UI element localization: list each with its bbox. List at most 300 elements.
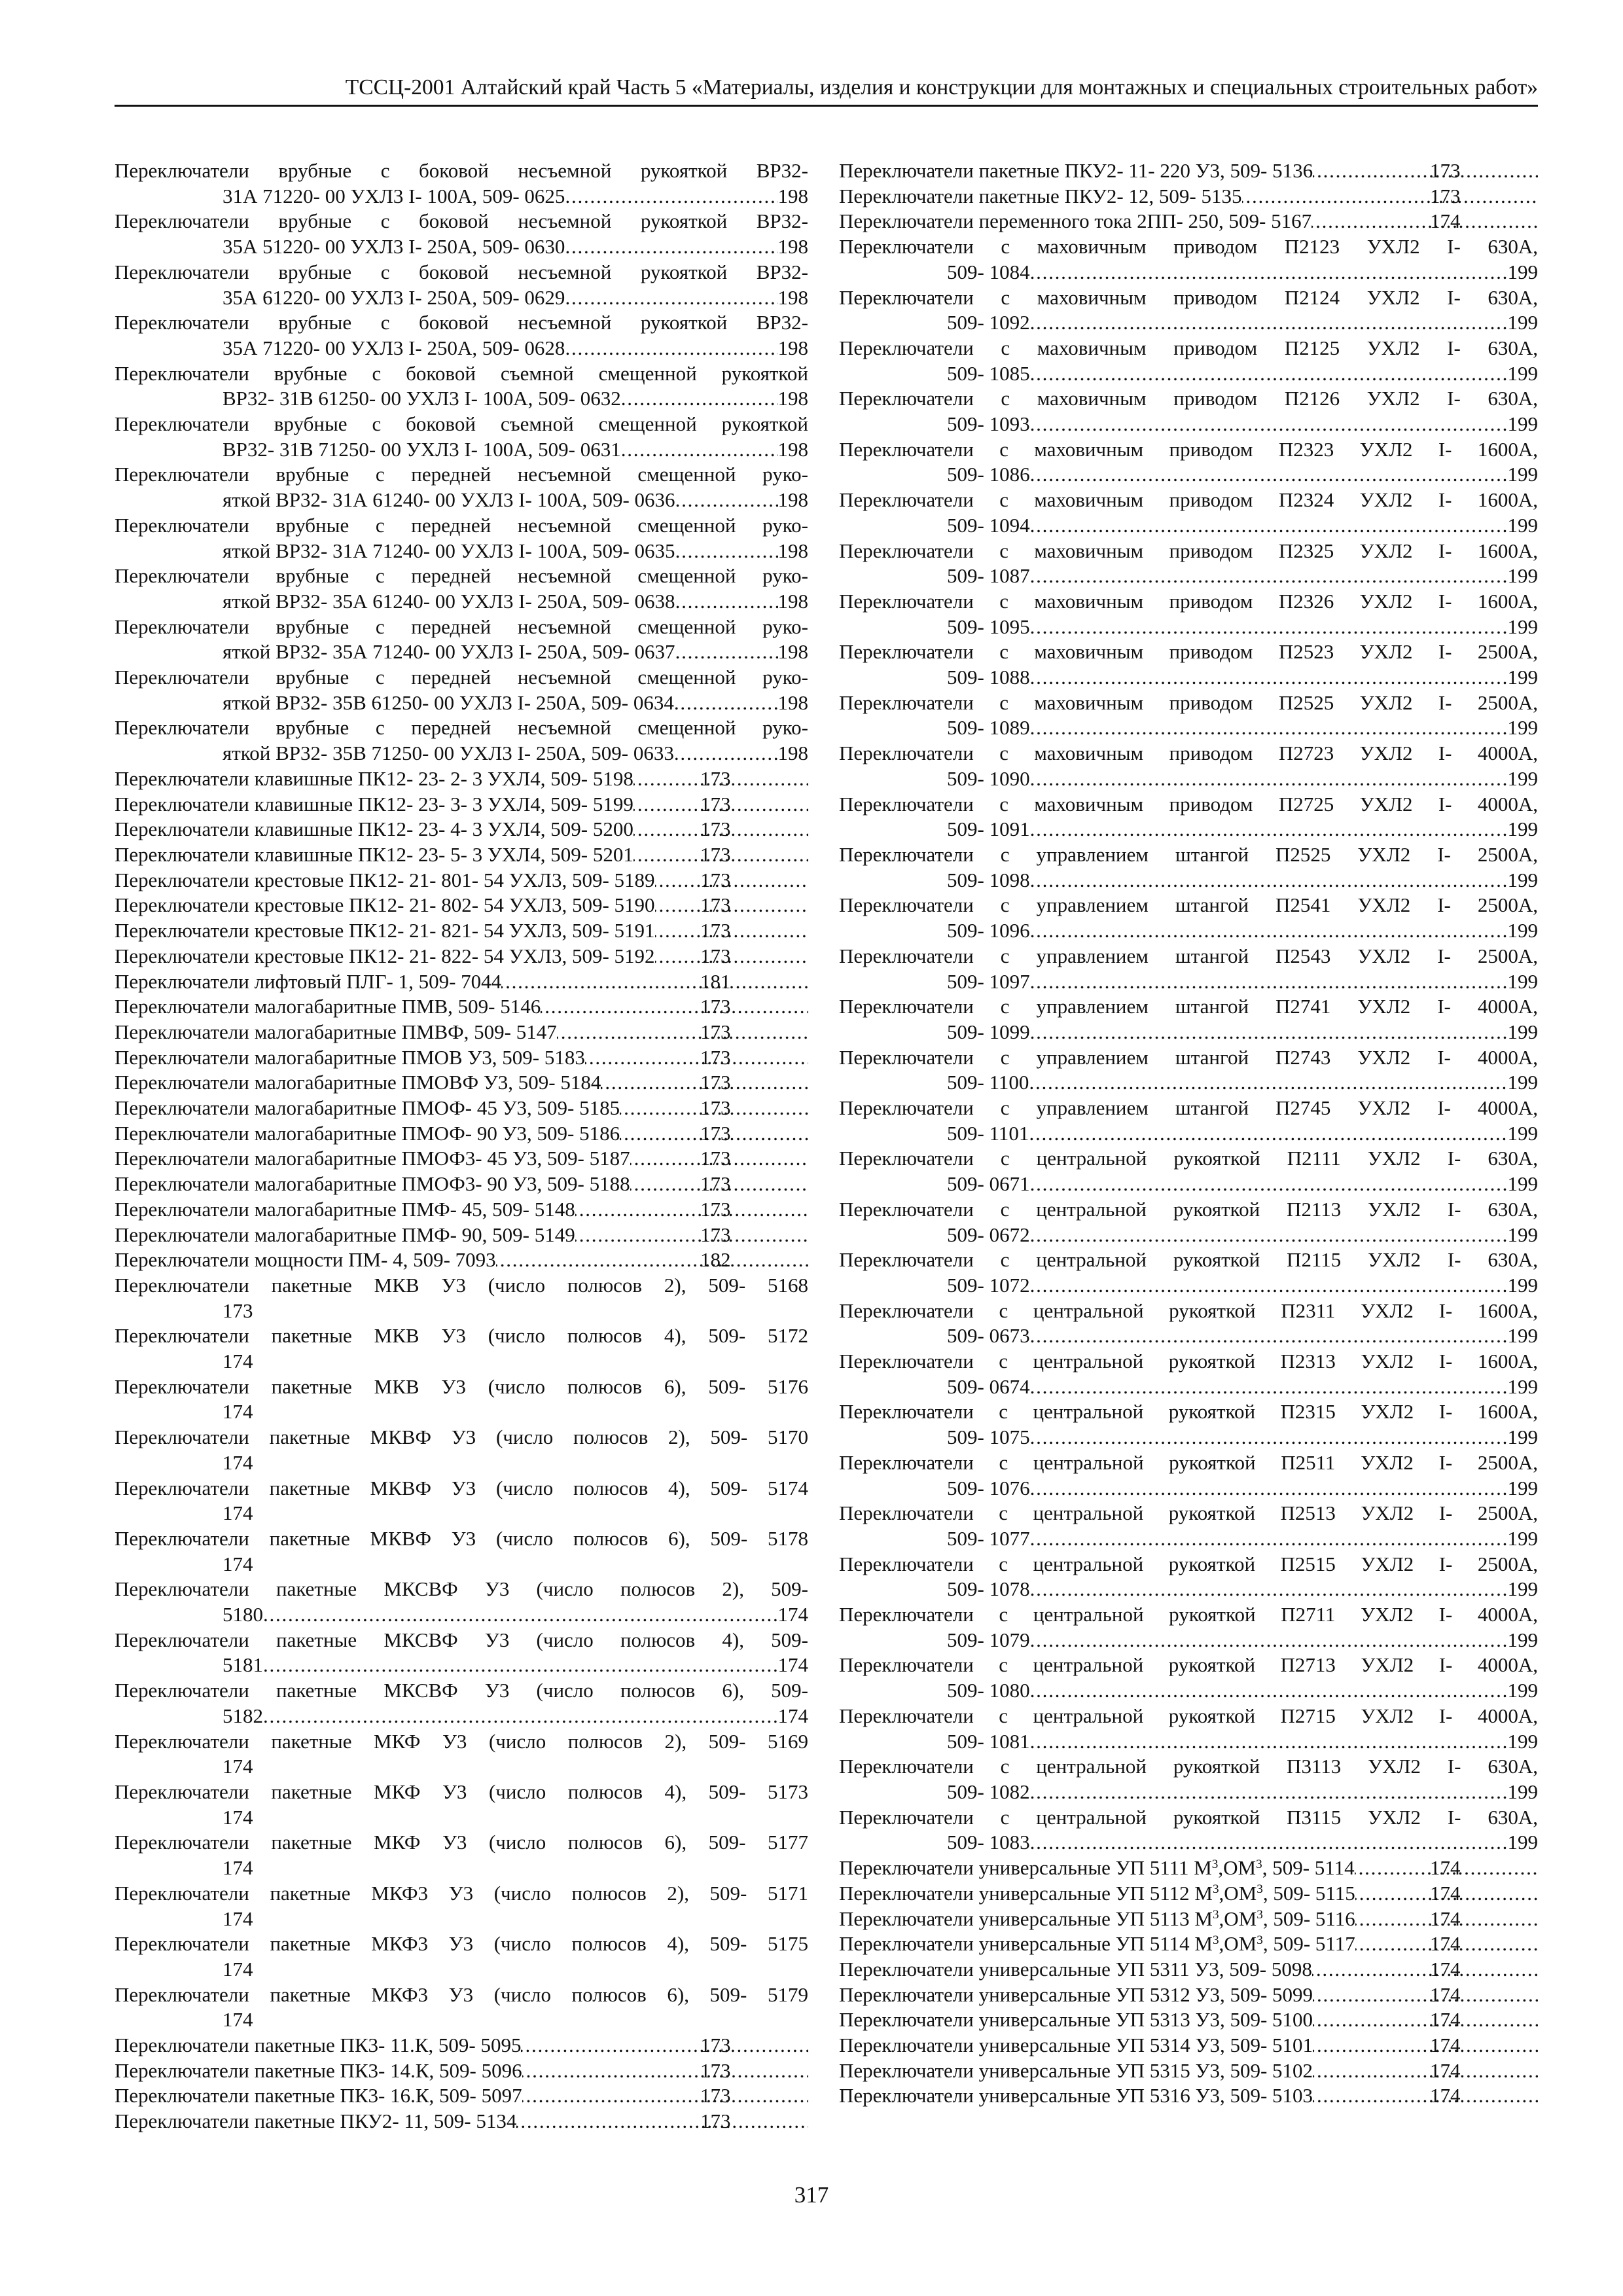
index-entry-page: 199 <box>1507 1628 1538 1651</box>
index-entry-text-continued: 5182 <box>223 1704 263 1727</box>
dot-leader <box>1030 665 1508 691</box>
index-entry-text: Переключатели пакетные МКФ3 У3 (число полюсов 4), 509- 5175 <box>115 1932 808 1956</box>
dot-leader <box>675 589 778 615</box>
dot-leader <box>1030 1374 1508 1400</box>
index-entry <box>839 285 1538 336</box>
dot-leader <box>1030 1729 1508 1755</box>
dot-leader <box>1030 817 1508 842</box>
dot-leader <box>263 1704 778 1729</box>
dot-leader <box>1313 158 1538 184</box>
index-entry-text: Переключатели с управлением штангой П2743 УХЛ2 I- 4000А, <box>839 1045 1538 1069</box>
index-entry-page: 174 <box>223 1957 253 1981</box>
index-entry-page: 198 <box>777 488 808 512</box>
dot-leader <box>675 488 778 513</box>
index-entry-text-continued: 509- 1101 <box>947 1121 1029 1145</box>
index-entry-text: Переключатели с управлением штангой П2541 УХЛ2 I- 2500А, <box>839 893 1538 917</box>
index-entry-page: 173 <box>223 1299 253 1322</box>
index-entry-text: Переключатели клавишные ПК12- 23- 5- 3 УХЛ4, 509- 5201 <box>115 842 633 866</box>
dot-leader <box>621 386 778 412</box>
index-entry <box>839 437 1538 488</box>
index-entry-text-continued: 509- 1088 <box>947 666 1030 689</box>
index-entry-text: Переключатели пакетные ПКУ2- 12, 509- 5135 <box>839 184 1242 207</box>
index-entry-text: Переключатели врубные с боковой несъемной рукояткой ВР32- <box>115 260 808 283</box>
index-entry-text: Переключатели врубные с передней несъемной смещенной руко- <box>115 615 808 638</box>
index-entry-page: 174 <box>777 1653 808 1677</box>
index-entry-text: Переключатели пакетные МКВФ У3 (число полюсов 6), 509- 5178 <box>115 1526 808 1550</box>
dot-leader <box>1313 2058 1538 2084</box>
index-entry-page: 199 <box>1507 969 1538 993</box>
index-entry: Переключатели универсальные УП 5315 У3, 509- 5102 . . . 174 <box>839 2058 1538 2084</box>
dot-leader <box>557 1020 808 1045</box>
index-entry-page: 199 <box>1507 1020 1538 1043</box>
dot-leader <box>1030 615 1508 640</box>
index-entry: Переключатели малогабаритные ПМОФ3- 45 У3, 509- 5187 . . . 173 <box>115 1146 808 1172</box>
index-entry-text: Переключатели с центральной рукояткой П2515 УХЛ2 I- 2500А, <box>839 1552 1538 1575</box>
index-entry-text: Переключатели малогабаритные ПМВФ, 509- 5147 <box>115 1020 557 1043</box>
index-entry: Переключатели универсальные УП 5114 $М^3,ОМ^3$, 509- 5117 . . . 174 <box>839 1931 1538 1957</box>
index-entry <box>115 665 808 715</box>
index-entry-text: Переключатели с центральной рукояткой П3115 УХЛ2 I- 630А, <box>839 1805 1538 1829</box>
index-entry-text-continued: 509- 1090 <box>947 766 1030 790</box>
dot-leader <box>521 2033 808 2058</box>
dot-leader <box>1030 1678 1508 1704</box>
dot-leader <box>522 2058 808 2084</box>
index-entry-text-continued: 509- 1087 <box>947 564 1030 588</box>
index-entry <box>115 1374 808 1425</box>
index-entry <box>115 715 808 766</box>
index-entry-text-continued: 509- 1078 <box>947 1577 1030 1601</box>
index-entry: Переключатели универсальные УП 5113 $М^3,ОМ^3$, 509- 5116 . . . 174 <box>839 1907 1538 1932</box>
index-entry: Переключатели клавишные ПК12- 23- 4- 3 УХЛ4, 509- 5200 . . . 173 <box>115 817 808 842</box>
index-entry-page: 199 <box>1507 1577 1538 1601</box>
index-entry-page: 199 <box>1507 1374 1538 1398</box>
dot-leader <box>655 944 808 969</box>
index-entry-text-continued: 509- 1094 <box>947 513 1030 537</box>
index-entry <box>115 513 808 564</box>
index-entry-text: Переключатели с центральной рукояткой П2311 УХЛ2 I- 1600А, <box>839 1299 1538 1322</box>
index-entry-text-continued: 509- 1091 <box>947 817 1030 841</box>
index-entry-page: 198 <box>777 235 808 259</box>
index-entry-text: Переключатели с маховичным приводом П2723 УХЛ2 I- 4000А, <box>839 742 1538 765</box>
index-entry-page: 199 <box>1507 716 1538 740</box>
dot-leader <box>655 918 808 944</box>
index-entry-text: Переключатели малогабаритные ПМОВФ У3, 509- 5184 <box>115 1071 601 1094</box>
dot-leader <box>575 1223 808 1248</box>
dot-leader <box>1030 1526 1508 1552</box>
index-entry-text: Переключатели с маховичным приводом П2525 УХЛ2 I- 2500А, <box>839 691 1538 714</box>
index-entry-text: Переключатели пакетные МКСВФ У3 (число полюсов 4), 509- <box>115 1628 808 1651</box>
index-entry-page: 199 <box>1507 615 1538 638</box>
dot-leader <box>1030 1476 1508 1501</box>
index-entry <box>839 1704 1538 1754</box>
index-entry <box>839 1299 1538 1349</box>
index-entry <box>115 1729 808 1780</box>
index-entry-text-continued: 31А 71220- 00 УХЛ3 I- 100А, 509- 0625 <box>223 184 565 207</box>
index-entry-text: Переключатели с управлением штангой П2543 УХЛ2 I- 2500А, <box>839 944 1538 967</box>
index-entry: Переключатели малогабаритные ПМОВ У3, 509- 5183 . . . 173 <box>115 1045 808 1071</box>
dot-leader <box>1030 1223 1508 1248</box>
index-entry-page: 174 <box>223 1400 253 1424</box>
index-entry-text: Переключатели малогабаритные ПМВ, 509- 5146 <box>115 995 541 1018</box>
index-entry: Переключатели универсальные УП 5313 У3, 509- 5100 . . . 174 <box>839 2007 1538 2033</box>
index-entry <box>839 691 1538 741</box>
index-entry: Переключатели клавишные ПК12- 23- 2- 3 УХЛ4, 509- 5198 . . . 173 <box>115 766 808 792</box>
dot-leader <box>1030 766 1508 792</box>
index-entry-text: Переключатели малогабаритные ПМФ- 45, 509- 5148 <box>115 1197 575 1221</box>
index-entry: Переключатели универсальные УП 5314 У3, 509- 5101 . . . 174 <box>839 2033 1538 2058</box>
dot-leader <box>1030 715 1508 741</box>
index-entry <box>839 234 1538 285</box>
index-entry-text-continued: 509- 0672 <box>947 1223 1030 1246</box>
index-entry: Переключатели переменного тока 2ПП- 250, 509- 5167 . . . 174 <box>839 209 1538 234</box>
dot-leader <box>655 893 808 918</box>
index-entry-page: 199 <box>1507 1121 1538 1145</box>
index-entry-page: 199 <box>1507 766 1538 790</box>
index-entry-page: 199 <box>1507 1273 1538 1297</box>
dot-leader <box>522 2083 808 2109</box>
index-entry-page: 174 <box>777 1704 808 1727</box>
dot-leader <box>496 1247 808 1273</box>
index-entry-page: 199 <box>1507 260 1538 283</box>
index-entry-text: Переключатели пакетные МКФ3 У3 (число полюсов 6), 509- 5179 <box>115 1982 808 2006</box>
dot-leader <box>1030 1172 1508 1197</box>
index-entry <box>115 1881 808 1931</box>
index-entry <box>839 1045 1538 1096</box>
index-entry <box>115 1577 808 1627</box>
index-entry-text-continued: 509- 1099 <box>947 1020 1030 1043</box>
index-entry-page: 198 <box>777 437 808 461</box>
index-entry-page: 174 <box>223 1552 253 1575</box>
index-entry-text: Переключатели пакетные МКВ У3 (число полюсов 4), 509- 5172 <box>115 1324 808 1348</box>
index-entry: Переключатели универсальные УП 5111 $М^3,ОМ^3$, 509- 5114 . . . 174 <box>839 1856 1538 1881</box>
index-entry: Переключатели пакетные ПКУ2- 11, 509- 5134 . . . 173 <box>115 2109 808 2134</box>
dot-leader <box>1030 412 1508 437</box>
index-entry-text: Переключатели с маховичным приводом П2126 УХЛ2 I- 630А, <box>839 387 1538 410</box>
dot-leader <box>565 285 777 311</box>
index-entry-text-continued: яткой ВР32- 31А 71240- 00 УХЛ3 I- 100А, 509- 0635 <box>223 539 675 562</box>
index-entry: Переключатели малогабаритные ПМОФ- 45 У3, 509- 5185 . . . 173 <box>115 1096 808 1121</box>
index-entry-text-continued: 509- 1093 <box>947 412 1030 436</box>
index-entry <box>115 310 808 361</box>
dot-leader <box>1313 2007 1538 2033</box>
index-entry-text: Переключатели крестовые ПК12- 21- 801- 54 УХЛ3, 509- 5189 <box>115 868 655 891</box>
dot-leader <box>1313 2033 1538 2058</box>
index-entry-text: Переключатели пакетные МКФ У3 (число полюсов 6), 509- 5177 <box>115 1831 808 1854</box>
index-entry-text: Переключатели врубные с передней несъемной смещенной руко- <box>115 463 808 486</box>
index-entry <box>839 1805 1538 1856</box>
index-entry-text: Переключатели универсальные УП 5316 У3, 509- 5103 <box>839 2084 1313 2108</box>
index-entry-text: Переключатели с маховичным приводом П2324 УХЛ2 I- 1600А, <box>839 488 1538 512</box>
index-entry-page: 198 <box>777 539 808 562</box>
index-entry-text: Переключатели пакетные МКВФ У3 (число полюсов 2), 509- 5170 <box>115 1426 808 1449</box>
index-entry-text: Переключатели с центральной рукояткой П2111 УХЛ2 I- 630А, <box>839 1147 1538 1170</box>
index-entry-text: Переключатели врубные с боковой съемной смещенной рукояткой <box>115 412 808 436</box>
index-entry-page: 199 <box>1507 311 1538 334</box>
index-entry-text-continued: 509- 1092 <box>947 311 1030 334</box>
index-entry-text-continued: 509- 1083 <box>947 1831 1030 1854</box>
index-entry <box>115 1982 808 2033</box>
dot-leader <box>575 1197 808 1223</box>
index-entry-text: Переключатели пакетные ПК3- 16.К, 509- 5097 <box>115 2084 522 2108</box>
index-entry <box>115 1628 808 1678</box>
dot-leader <box>621 437 778 463</box>
index-entry <box>115 158 808 209</box>
dot-leader <box>675 639 778 665</box>
index-entry-page: 174 <box>777 1603 808 1626</box>
index-entry-text: Переключатели пакетные ПКУ2- 11- 220 У3, 509- 5136 <box>839 159 1313 182</box>
dot-leader <box>1030 1273 1508 1299</box>
index-entry-page: 174 <box>223 1805 253 1829</box>
index-entry-text: Переключатели пакетные МКСВФ У3 (число полюсов 2), 509- <box>115 1577 808 1601</box>
index-entry-text: Переключатели с центральной рукояткой П3113 УХЛ2 I- 630А, <box>839 1755 1538 1778</box>
index-entry <box>115 1931 808 1982</box>
index-entry-text: Переключатели с маховичным приводом П2323 УХЛ2 I- 1600А, <box>839 437 1538 461</box>
dot-leader <box>1030 260 1508 285</box>
index-entry <box>839 1754 1538 1804</box>
index-entry-text: Переключатели пакетные ПК3- 11.К, 509- 5095 <box>115 2034 522 2057</box>
dot-leader <box>655 868 808 893</box>
index-entry-text-continued: ВР32- 31В 71250- 00 УХЛ3 I- 100А, 509- 0631 <box>223 437 621 461</box>
index-entry <box>839 1146 1538 1196</box>
dot-leader <box>674 741 778 766</box>
index-entry-text: Переключатели универсальные УП 5312 У3, 509- 5099 <box>839 1982 1313 2006</box>
index-entry-page: 174 <box>223 1501 253 1525</box>
index-entry-text-continued: 509- 1077 <box>947 1526 1030 1550</box>
dot-leader <box>1029 1070 1507 1096</box>
index-entry: Переключатели пакетные ПКУ2- 12, 509- 5135 . . . 173 <box>839 184 1538 209</box>
index-entry <box>839 639 1538 690</box>
index-entry <box>115 1425 808 1475</box>
index-entry-text: Переключатели врубные с боковой несъемной рукояткой ВР32- <box>115 311 808 334</box>
index-entry-text: Переключатели универсальные УП 5313 У3, 509- 5100 <box>839 2008 1313 2032</box>
index-entry: Переключатели пакетные ПКУ2- 11- 220 У3, 509- 5136 . . . 173 <box>839 158 1538 184</box>
index-entry-text: Переключатели лифтовый ПЛГ- 1, 509- 7044 <box>115 969 502 993</box>
index-entry-text: Переключатели с управлением штангой П2745 УХЛ2 I- 4000А, <box>839 1096 1538 1120</box>
index-entry-text: Переключатели с маховичным приводом П2125 УХЛ2 I- 630А, <box>839 336 1538 359</box>
dot-leader <box>1030 513 1508 539</box>
index-entry-text: Переключатели врубные с передней несъемной смещенной руко- <box>115 513 808 537</box>
index-entry-text: Переключатели крестовые ПК12- 21- 821- 54 УХЛ3, 509- 5191 <box>115 919 655 942</box>
index-entry-text: Переключатели малогабаритные ПМОФ3- 45 У3, 509- 5187 <box>115 1147 630 1170</box>
index-entry-text: Переключатели малогабаритные ПМФ- 90, 509- 5149 <box>115 1223 575 1246</box>
index-entry-text: Переключатели с центральной рукояткой П2511 УХЛ2 I- 2500А, <box>839 1450 1538 1474</box>
index-entry-text-continued: 509- 1096 <box>947 919 1030 942</box>
index-entry-page: 199 <box>1507 564 1538 588</box>
index-entry <box>839 386 1538 437</box>
index-entry-text: Переключатели с управлением штангой П2525 УХЛ2 I- 2500А, <box>839 842 1538 866</box>
index-entry-text: Переключатели пакетные ПК3- 14.К, 509- 5096 <box>115 2058 522 2082</box>
index-entry-page: 199 <box>1507 817 1538 841</box>
index-entry-text: Переключатели пакетные МКФ3 У3 (число полюсов 2), 509- 5171 <box>115 1881 808 1905</box>
index-entry-text-continued: 509- 0674 <box>947 1374 1030 1398</box>
index-entry <box>115 462 808 512</box>
index-entry <box>839 1349 1538 1399</box>
index-entry-text-continued: яткой ВР32- 35А 71240- 00 УХЛ3 I- 250А, 509- 0637 <box>223 640 675 664</box>
index-entry <box>839 893 1538 943</box>
index-entry-page: 198 <box>777 640 808 664</box>
index-entry-page: 198 <box>777 691 808 714</box>
dot-leader <box>1030 969 1508 995</box>
index-entry-text: Переключатели мощности ПМ- 4, 509- 7093 <box>115 1248 496 1272</box>
index-entry-text: Переключатели врубные с передней несъемной смещенной руко- <box>115 716 808 740</box>
index-entry <box>115 1678 808 1729</box>
index-entry-text-continued: яткой ВР32- 31А 61240- 00 УХЛ3 I- 100А, 509- 0636 <box>223 488 675 512</box>
index-column-left <box>115 158 808 2134</box>
dot-leader <box>1313 2083 1538 2109</box>
index-entry-page: 199 <box>1507 361 1538 385</box>
dot-leader <box>1030 1830 1508 1856</box>
dot-leader <box>1030 868 1508 893</box>
index-entry <box>839 336 1538 386</box>
index-entry: Переключатели универсальные УП 5112 $М^3,ОМ^3$, 509- 5115 . . . 174 <box>839 1881 1538 1907</box>
index-entry-text-continued: 509- 0673 <box>947 1324 1030 1348</box>
index-entry <box>839 994 1538 1045</box>
index-entry <box>839 1552 1538 1602</box>
index-entry-text-continued: 509- 1097 <box>947 969 1030 993</box>
index-entry-text: Переключатели врубные с боковой несъемной рукояткой ВР32- <box>115 209 808 233</box>
dot-leader <box>1029 1121 1507 1147</box>
index-entry-page: 198 <box>777 589 808 613</box>
index-entry: Переключатели малогабаритные ПМОФ3- 90 У3, 509- 5188 . . . 173 <box>115 1172 808 1197</box>
index-entry-text: Переключатели с маховичным приводом П2326 УХЛ2 I- 1600А, <box>839 589 1538 613</box>
index-entry-text: Переключатели с центральной рукояткой П2715 УХЛ2 I- 4000А, <box>839 1704 1538 1727</box>
index-entry-text: Переключатели универсальные УП 5314 У3, 509- 5101 <box>839 2034 1313 2057</box>
index-entry: Переключатели пакетные ПК3- 16.К, 509- 5097 . . . 173 <box>115 2083 808 2109</box>
index-entry-page: 199 <box>1507 1526 1538 1550</box>
dot-leader <box>565 184 777 209</box>
dot-leader <box>1030 1425 1508 1450</box>
index-entry-page: 199 <box>1507 1426 1538 1449</box>
index-entry <box>839 1247 1538 1298</box>
index-entry <box>839 589 1538 639</box>
index-entry <box>839 1450 1538 1501</box>
index-entry-text: Переключатели врубные с передней несъемной смещенной руко- <box>115 564 808 588</box>
index-entry-text-continued: яткой ВР32- 35А 61240- 00 УХЛ3 I- 250А, 509- 0638 <box>223 589 675 613</box>
index-entry-text: Переключатели с маховичным приводом П2123 УХЛ2 I- 630А, <box>839 235 1538 259</box>
index-entry <box>115 1830 808 1880</box>
index-entry-text: Переключатели крестовые ПК12- 21- 822- 54 УХЛ3, 509- 5192 <box>115 944 655 967</box>
dot-leader <box>1030 310 1508 336</box>
index-entry-text: Переключатели с центральной рукояткой П2113 УХЛ2 I- 630А, <box>839 1197 1538 1221</box>
index-entry-text: Переключатели врубные с боковой несъемной рукояткой ВР32- <box>115 159 808 182</box>
index-entry-page: 199 <box>1507 1071 1538 1094</box>
index-entry-text: Переключатели врубные с передней несъемной смещенной руко- <box>115 666 808 689</box>
index-entry-text: Переключатели пакетные МКВФ У3 (число полюсов 4), 509- 5174 <box>115 1476 808 1499</box>
index-entry: Переключатели универсальные УП 5312 У3, 509- 5099 . . . 174 <box>839 1982 1538 2008</box>
index-entry-page: 198 <box>777 336 808 359</box>
index-entry <box>115 1273 808 1323</box>
index-entry-text-continued: 509- 1075 <box>947 1426 1030 1449</box>
index-entry-text-continued: 509- 1076 <box>947 1476 1030 1499</box>
index-entry-text-continued: ВР32- 31В 61250- 00 УХЛ3 I- 100А, 509- 0632 <box>223 387 621 410</box>
index-entry-page: 174 <box>223 2008 253 2032</box>
index-entry: Переключатели крестовые ПК12- 21- 822- 54 УХЛ3, 509- 5192 . . . 173 <box>115 944 808 969</box>
index-entry-text: Переключатели с центральной рукояткой П2711 УХЛ2 I- 4000А, <box>839 1603 1538 1626</box>
index-entry <box>839 1096 1538 1146</box>
index-entry-text: Переключатели малогабаритные ПМОФ3- 90 У3, 509- 5188 <box>115 1172 630 1196</box>
index-entry-text-continued: 5180 <box>223 1603 263 1626</box>
index-entry-page: 199 <box>1507 919 1538 942</box>
index-entry-text-continued: 509- 1080 <box>947 1679 1030 1702</box>
index-entry-text-continued: яткой ВР32- 35В 71250- 00 УХЛ3 I- 250А, 509- 0633 <box>223 742 674 765</box>
dot-leader <box>565 336 777 361</box>
index-entry: Переключатели клавишные ПК12- 23- 5- 3 УХЛ4, 509- 5201 . . . 173 <box>115 842 808 868</box>
index-entry-text: Переключатели универсальные УП 5315 У3, 509- 5102 <box>839 2058 1313 2082</box>
dot-leader <box>1030 564 1508 589</box>
index-entry-text: Переключатели врубные с боковой съемной смещенной рукояткой <box>115 361 808 385</box>
header-divider <box>115 105 1538 107</box>
index-entry-page: 174 <box>223 1907 253 1930</box>
index-entry-text: Переключатели пакетные МКВ У3 (число полюсов 6), 509- 5176 <box>115 1374 808 1398</box>
index-entry <box>839 842 1538 893</box>
index-entry-text: Переключатели универсальные УП 5311 У3, 509- 5098 <box>839 1957 1312 1981</box>
index-entry-text: Переключатели пакетные МКВ У3 (число полюсов 2), 509- 5168 <box>115 1273 808 1297</box>
index-entry-text: Переключатели пакетные МКСВФ У3 (число полюсов 6), 509- <box>115 1679 808 1702</box>
index-entry: Переключатели лифтовый ПЛГ- 1, 509- 7044 . . . 181 <box>115 969 808 995</box>
index-entry: Переключатели мощности ПМ- 4, 509- 7093 . . . 182 <box>115 1247 808 1273</box>
page-number: 317 <box>794 2182 829 2208</box>
index-entry-text-continued: 509- 1084 <box>947 260 1030 283</box>
index-entry <box>115 1780 808 1830</box>
index-entry: Переключатели малогабаритные ПМВФ, 509- 5147 . . . 173 <box>115 1020 808 1045</box>
index-entry <box>115 260 808 310</box>
index-entry <box>839 1197 1538 1247</box>
index-entry: Переключатели малогабаритные ПМОФ- 90 У3, 509- 5186 . . . 173 <box>115 1121 808 1147</box>
index-entry: Переключатели клавишные ПК12- 23- 3- 3 УХЛ4, 509- 5199 . . . 173 <box>115 792 808 817</box>
dot-leader <box>1242 184 1539 209</box>
index-entry: Переключатели крестовые ПК12- 21- 801- 54 УХЛ3, 509- 5189 . . . 173 <box>115 868 808 893</box>
index-entry-text: Переключатели универсальные УП 5113 $М^3,ОМ^3$, 509- 5116 <box>839 1907 1355 1930</box>
index-entry-text: Переключатели клавишные ПК12- 23- 2- 3 УХЛ4, 509- 5198 <box>115 766 633 790</box>
index-entry: Переключатели универсальные УП 5311 У3, 509- 5098 . . . 174 <box>839 1957 1538 1982</box>
index-entry-text: Переключатели переменного тока 2ПП- 250, 509- 5167 <box>839 209 1312 233</box>
index-entry <box>115 1323 808 1374</box>
index-entry <box>115 1476 808 1526</box>
index-entry-text: Переключатели универсальные УП 5112 $М^3,ОМ^3$, 509- 5115 <box>839 1881 1355 1905</box>
index-entry-text-continued: 509- 0671 <box>947 1172 1030 1196</box>
index-entry-text: Переключатели клавишные ПК12- 23- 4- 3 УХЛ4, 509- 5200 <box>115 817 633 841</box>
index-entry-page: 199 <box>1507 1324 1538 1348</box>
index-entry-text: Переключатели малогабаритные ПМОФ- 45 У3, 509- 5185 <box>115 1096 620 1120</box>
index-entry-text: Переключатели малогабаритные ПМОФ- 90 У3, 509- 5186 <box>115 1121 620 1145</box>
dot-leader <box>1030 1020 1508 1045</box>
index-entry-text: Переключатели универсальные УП 5111 $М^3,ОМ^3$, 509- 5114 <box>839 1856 1355 1880</box>
index-entry-text-continued: 509- 1072 <box>947 1273 1030 1297</box>
index-entry-text: Переключатели пакетные ПКУ2- 11, 509- 5134 <box>115 2109 517 2133</box>
index-entry-text-continued: 509- 1081 <box>947 1729 1030 1753</box>
dot-leader <box>585 1045 808 1071</box>
index-entry-page: 198 <box>777 742 808 765</box>
index-entry <box>839 792 1538 842</box>
index-entry-text-continued: 35А 61220- 00 УХЛ3 I- 250А, 509- 0629 <box>223 285 565 309</box>
index-entry: Переключатели пакетные ПК3- 14.К, 509- 5096 . . . 173 <box>115 2058 808 2084</box>
index-entry-page: 174 <box>223 1856 253 1880</box>
index-entry-text-continued: 509- 1095 <box>947 615 1030 638</box>
index-entry-text-continued: 509- 1086 <box>947 463 1030 486</box>
index-entry-page: 198 <box>777 387 808 410</box>
index-entry-page: 199 <box>1507 1223 1538 1246</box>
index-entry <box>115 361 808 412</box>
index-entry <box>839 488 1538 538</box>
dot-leader <box>1313 1982 1538 2008</box>
index-entry-text: Переключатели с управлением штангой П2741 УХЛ2 I- 4000А, <box>839 995 1538 1018</box>
dot-leader <box>1030 1323 1508 1349</box>
index-entry-text-continued: яткой ВР32- 35В 61250- 00 УХЛ3 I- 250А, 509- 0634 <box>223 691 674 714</box>
index-entry: Переключатели малогабаритные ПМВ, 509- 5146 . . . 173 <box>115 994 808 1020</box>
index-entry-text: Переключатели с центральной рукояткой П2313 УХЛ2 I- 1600А, <box>839 1350 1538 1373</box>
index-entry-text-continued: 35А 71220- 00 УХЛ3 I- 250А, 509- 0628 <box>223 336 565 359</box>
dot-leader <box>516 2109 808 2134</box>
